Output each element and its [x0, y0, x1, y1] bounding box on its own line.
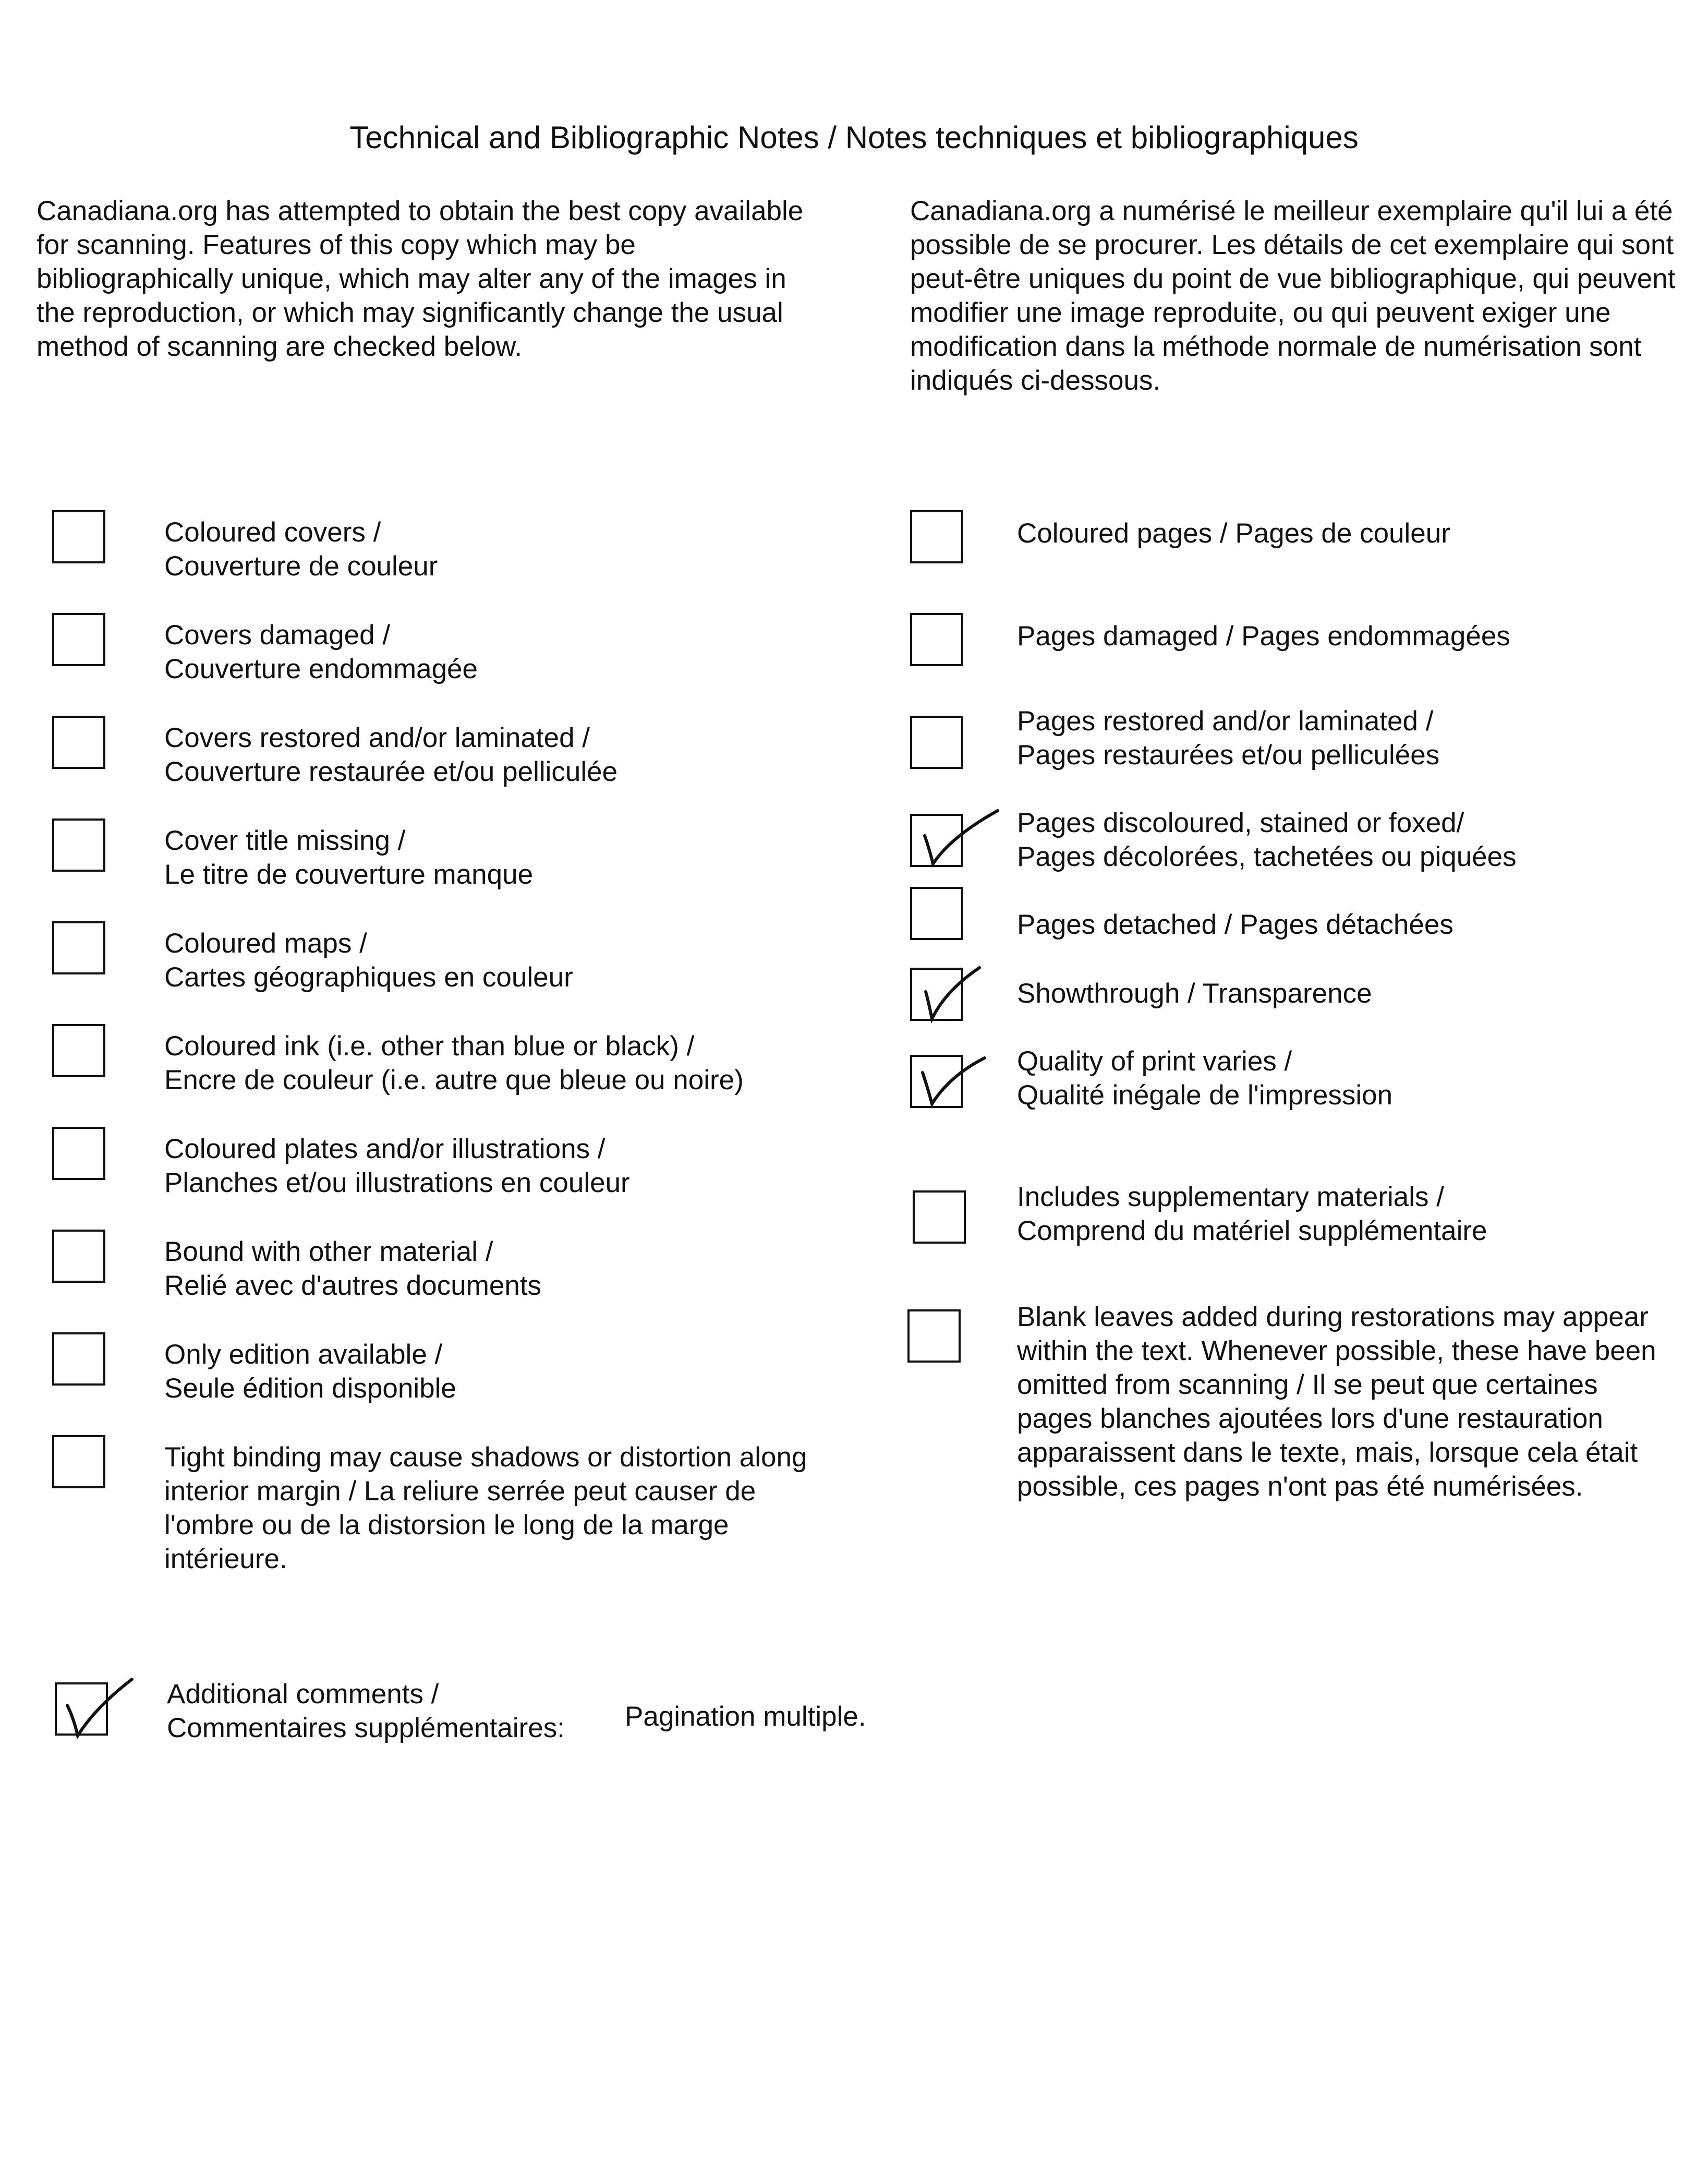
item-coloured-maps: Coloured maps / Cartes géographiques en couleur	[164, 928, 573, 993]
additional-comments-label: Additional comments / Commentaires supplémentaires:	[167, 1679, 565, 1743]
checkbox-only-edition[interactable]	[52, 1332, 105, 1386]
item-tight-binding: Tight binding may cause shadows or distortion along interior margin / La reliure serrée peut causer de l'ombre ou de la distorsion le long de la marge intérieure.	[164, 1442, 807, 1574]
item-pages-discoloured: Pages discoloured, stained or foxed/ Pages décolorées, tachetées ou piquées	[1017, 808, 1517, 872]
checkbox-supplementary-materials[interactable]	[913, 1190, 966, 1244]
checkbox-coloured-covers[interactable]	[52, 510, 105, 563]
item-supplementary-materials: Includes supplementary materials / Comprend du matériel supplémentaire	[1017, 1182, 1487, 1246]
item-quality-of-print: Quality of print varies / Qualité inégale de l'impression	[1017, 1046, 1393, 1111]
checkbox-quality-of-print[interactable]	[910, 1055, 963, 1108]
check-mark-icon	[909, 949, 998, 1027]
check-mark-icon	[909, 795, 998, 873]
checkbox-pages-detached[interactable]	[910, 887, 963, 940]
checkbox-coloured-pages[interactable]	[910, 510, 963, 563]
item-coloured-plates: Coloured plates and/or illustrations / Planches et/ou illustrations en couleur	[164, 1134, 630, 1198]
checkbox-pages-restored[interactable]	[910, 716, 963, 769]
item-coloured-covers: Coloured covers / Couverture de couleur	[164, 517, 438, 582]
checkbox-pages-discoloured[interactable]	[910, 814, 963, 867]
check-mark-icon	[909, 1036, 998, 1114]
checkbox-bound-with-other[interactable]	[52, 1230, 105, 1283]
checkbox-covers-restored[interactable]	[52, 716, 105, 769]
checkbox-blank-leaves[interactable]	[907, 1309, 961, 1363]
item-only-edition: Only edition available / Seule édition disponible	[164, 1339, 456, 1404]
additional-comments-value: Pagination multiple.	[625, 1701, 866, 1732]
checkbox-coloured-maps[interactable]	[52, 921, 105, 974]
checkbox-showthrough[interactable]	[910, 968, 963, 1021]
item-bound-with-other: Bound with other material / Relié avec d'autres documents	[164, 1236, 542, 1301]
item-coloured-pages: Coloured pages / Pages de couleur	[1017, 518, 1450, 549]
item-cover-title-missing: Cover title missing / Le titre de couverture manque	[164, 825, 534, 890]
checkbox-tight-binding[interactable]	[52, 1435, 105, 1488]
item-pages-detached: Pages detached / Pages détachées	[1017, 909, 1453, 940]
item-pages-damaged: Pages damaged / Pages endommagées	[1017, 621, 1510, 652]
checkbox-pages-damaged[interactable]	[910, 613, 963, 666]
item-covers-restored: Covers restored and/or laminated / Couverture restaurée et/ou pelliculée	[164, 723, 618, 787]
item-pages-restored: Pages restored and/or laminated / Pages restaurées et/ou pelliculées	[1017, 706, 1440, 771]
checkbox-additional-comments[interactable]	[55, 1682, 108, 1736]
item-showthrough: Showthrough / Transparence	[1017, 978, 1372, 1009]
check-mark-icon	[54, 1664, 142, 1742]
checkbox-covers-damaged[interactable]	[52, 613, 105, 666]
intro-english: Canadiana.org has attempted to obtain the best copy available for scanning. Features of this copy which may be bibliographically unique, which may alter any of the images in the reproduction, or which may significantly change the usual method of scanning are checked below.	[37, 196, 804, 362]
item-covers-damaged: Covers damaged / Couverture endommagée	[164, 620, 478, 684]
intro-french: Canadiana.org a numérisé le meilleur exemplaire qu'il lui a été possible de se procurer. Les détails de cet exemplaire qui sont peut-être uniques du point de vue bibliographique, qui peuvent modifier une image reproduite, ou qui peuvent exiger une modification dans la méthode normale de numérisation sont indiqués ci-dessous.	[910, 196, 1676, 396]
checkbox-cover-title-missing[interactable]	[52, 818, 105, 872]
item-coloured-ink: Coloured ink (i.e. other than blue or black) / Encre de couleur (i.e. autre que bleue ou noire)	[164, 1031, 744, 1095]
item-blank-leaves: Blank leaves added during restorations may appear within the text. Whenever possible, these have been omitted from scanning / Il se peut que certaines pages blanches ajoutées lors d'une restauration apparaissent dans le texte, mais, lorsque cela était possible, ces pages n'ont pas été numérisées.	[1017, 1302, 1656, 1502]
page-title: Technical and Bibliographic Notes / Notes techniques et bibliographiques	[349, 120, 1359, 155]
checkbox-coloured-ink[interactable]	[52, 1024, 105, 1077]
checkbox-coloured-plates[interactable]	[52, 1127, 105, 1180]
